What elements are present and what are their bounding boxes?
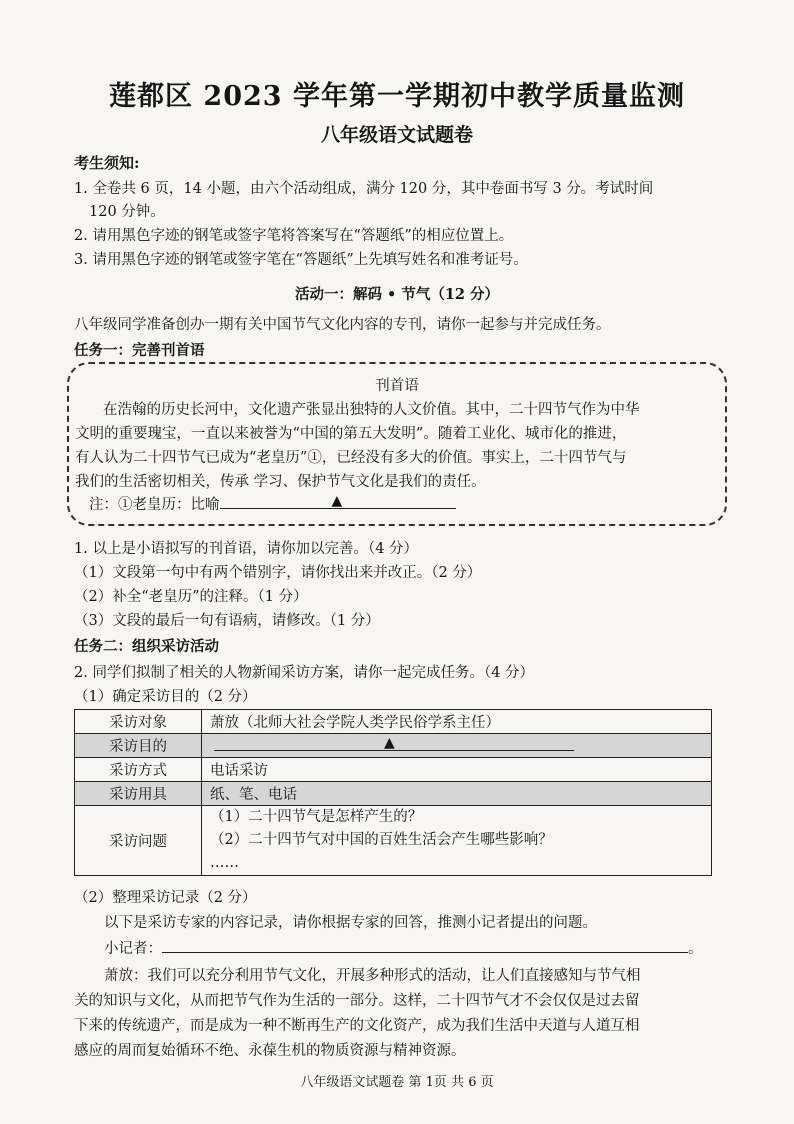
table-key: 采访方式 (75, 758, 202, 782)
activity-intro: 八年级同学准备创办一期有关中国节气文化内容的专刊，请你一起参与并完成任务。 (74, 317, 611, 333)
note-label: 注：①老皇历：比喻 (89, 497, 220, 513)
reporter-end: 。 (688, 941, 703, 957)
expert-answer-line: 感应的周而复始循环不绝、永葆生机的物质资源与精神资源。 (74, 1043, 466, 1059)
exam-title: 莲都区 2023 学年第一学期初中教学质量监测 (109, 81, 685, 112)
table-value: 电话采访 (202, 758, 712, 782)
table-row (75, 806, 712, 876)
table-value: 萧放（北师大社会学院人类学民俗学系主任） (202, 710, 712, 734)
reporter-blank[interactable] (162, 938, 688, 953)
question-2: 2. 同学们拟制了相关的人物新闻采访方案，请你一起完成任务。（4 分） (74, 665, 535, 681)
purpose-blank[interactable] (214, 736, 574, 751)
table-row (75, 734, 712, 758)
answer-triangle: ▲ (331, 493, 343, 509)
notice-heading: 考生须知: (74, 154, 140, 172)
table-key: 采访对象 (75, 710, 202, 734)
task-title: 任务二：组织采访活动 (74, 638, 219, 655)
foreword-line: 有人认为二十四节气已成为“老皇历”①，已经没有多大的价值。事实上，二十四节气与 (75, 450, 627, 466)
foreword-line: 文明的重要瑰宝，一直以来被誉为“中国的第五大发明”。随着工业化、城市化的推进， (75, 426, 627, 442)
question-1-sub: （3）文段的最后一句有语病，请修改。（1 分） (74, 613, 380, 629)
table-key: 采访问题 (75, 806, 202, 876)
table-key: 采访用具 (75, 782, 202, 806)
foreword-note (89, 493, 456, 514)
question-2-part: （2）整理采访记录（2 分） (74, 890, 257, 906)
table-row (75, 710, 712, 734)
interview-plan-table (74, 709, 712, 876)
interview-question: …… (210, 855, 239, 871)
activity-title: 活动一：解码 • 节气（12 分） (294, 286, 500, 303)
interview-question: （1）二十四节气是怎样产生的？ (210, 809, 423, 825)
foreword-line: 我们的生活密切相关，传承 学习、保护节气文化是我们的责任。 (75, 474, 486, 490)
reporter-line (104, 937, 703, 958)
expert-answer-line: 下来的传统遗产，而是成为一种不断再生产的文化资产，成为我们生活中天道与人道互相 (74, 1018, 640, 1034)
expert-answer-line: 萧放：我们可以充分利用节气文化，开展多种形式的活动，让人们直接感知与节气相 (104, 968, 641, 984)
task-title: 任务一：完善刊首语 (74, 342, 205, 359)
interview-question: （2）二十四节气对中国的百姓生活会产生哪些影响？ (210, 832, 553, 848)
table-row (75, 782, 712, 806)
notice-item: 3. 请用黑色字迹的钢笔或签字笔在“答题纸”上先填写姓名和准考证号。 (74, 252, 528, 268)
notice-item: 120 分钟。 (89, 204, 165, 220)
table-value (202, 806, 712, 876)
notice-item: 1. 全卷共 6 页，14 小题，由六个活动组成，满分 120 分，其中卷面书写 3 分。考试时间 (74, 181, 654, 197)
note-blank[interactable] (220, 494, 456, 509)
reporter-label: 小记者： (104, 941, 162, 957)
table-key: 采访目的 (75, 734, 202, 758)
expert-answer-line: 关的知识与文化，从而把节气作为生活的一部分。这样，二十四节气才不会仅仅是过去留 (74, 993, 640, 1009)
question-2-part: （1）确定采访目的（2 分） (74, 689, 257, 705)
question-2-intro: 以下是采访专家的内容记录，请你根据专家的回答，推测小记者提出的问题。 (104, 915, 597, 931)
foreword-line: 在浩翰的历史长河中，文化遗产张显出独特的人文价值。其中，二十四节气作为中华 (103, 402, 640, 418)
table-row (75, 758, 712, 782)
question-1: 1. 以上是小语拟写的刊首语，请你加以完善。（4 分） (74, 541, 419, 557)
foreword-title: 刊首语 (375, 378, 419, 394)
page-footer: 八年级语文试题卷 第 1页 共 6 页 (300, 1075, 494, 1090)
exam-subtitle: 八年级语文试题卷 (320, 124, 473, 146)
notice-item: 2. 请用黑色字迹的钢笔或签字笔将答案写在“答题纸”的相应位置上。 (74, 228, 514, 244)
question-1-sub: （2）补全“老皇历”的注释。（1 分） (74, 589, 308, 605)
table-value: 纸、笔、电话 (202, 782, 712, 806)
answer-triangle: ▲ (384, 735, 395, 751)
question-1-sub: （1）文段第一句中有两个错别字，请你找出来并改正。（2 分） (74, 565, 482, 581)
purpose-answer-cell[interactable] (202, 734, 712, 758)
foreword-box (67, 362, 727, 526)
